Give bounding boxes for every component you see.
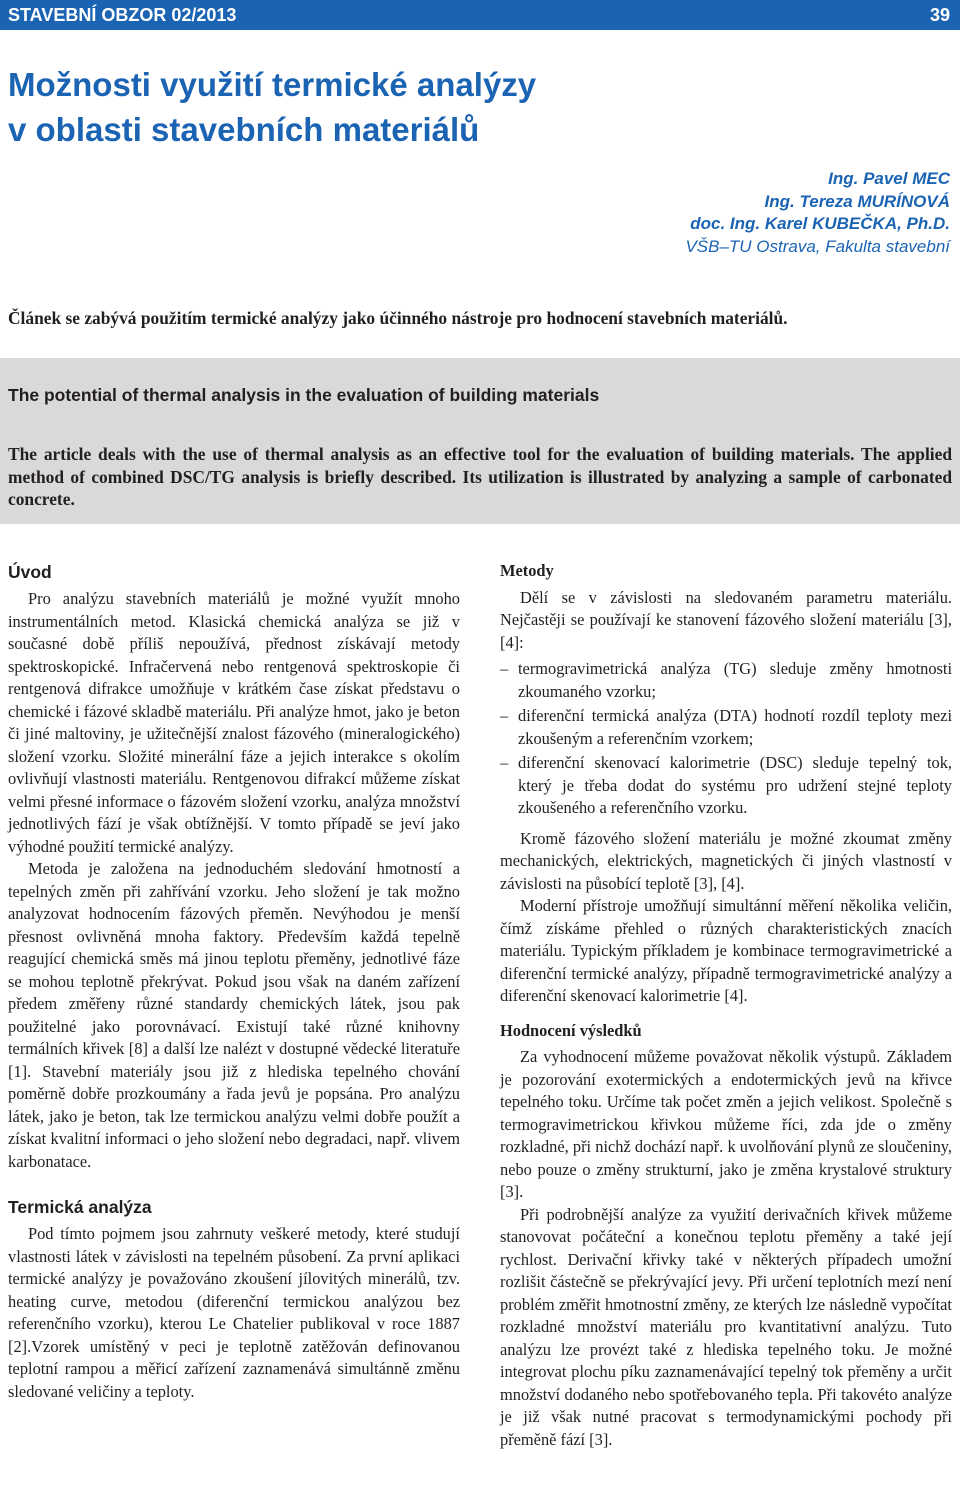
list-item: – diferenční skenovací kalorimetrie (DSC) sleduje tepelný tok, který je třeba dodat do systému pro udržení stejné teploty zkoušeného a referenčního vzorku.	[500, 752, 952, 820]
section-heading-termicka-analyza: Termická analýza	[8, 1197, 152, 1217]
paragraph: Za vyhodnocení můžeme považovat několik výstupů. Základem je pozorování exotermických a endotermických jevů na křivce tepelného toku. Určíme tak počet změn a jejich velikost. Společně s termogravimetrickou křivkou můžeme říci, zda jde o změny rozkladné, při nichž dochází např. k uvolňování plynů ze sloučeniny, nebo pouze o změny strukturní, jako je změna krystalové struktury [3].	[500, 1047, 952, 1201]
title-line-2: v oblasti stavebních materiálů	[8, 111, 480, 148]
list-item: – termogravimetrická analýza (TG) sleduje změny hmotnosti zkoumaného vzorku;	[500, 658, 952, 703]
author-3: doc. Ing. Karel KUBEČKA, Ph.D.	[690, 214, 950, 233]
english-title: The potential of thermal analysis in the evaluation of building materials	[8, 385, 600, 405]
methods-list	[500, 658, 952, 820]
paragraph: Dělí se v závislosti na sledovaném parametru materiálu. Nejčastěji se používají ke stanovení fázového složení materiálu [3], [4]:	[500, 587, 952, 652]
affiliation: VŠB–TU Ostrava, Fakulta stavební	[685, 236, 950, 256]
paragraph: Metoda je založena na jednoduchém sledování hmotností a tepelných změn při zahřívání vzorku. Jeho složení je tak možno analyzovat hodnocením fázových přeměn. Nevýhodou je menší přesnost ovlivněná mnoha faktory. Především každá tepelně reagující chemická směs má jinou teplotu přeměny, jednotlivé fáze se mohou teplotně překrývat. Pokud jsou však na daném zařízení předem změřeny různé standardy chemických látek, jsou pak použitelné jako porovnávací. Existují také různé knihovny termálních křivek [8] a další lze nalézt v dostupné vědecké literatuře [1]. Stavební materiály jsou již z hlediska tepelného chování poměrně dobře prozkoumány a řada jevů je popsána. Pro analýzu látek, jako je beton, tak lze termickou analýzu velmi dobře použít a získat kvalitní informaci o jeho složení nebo degradaci, např. vlivem karbonatace.	[8, 859, 460, 1171]
left-column	[8, 560, 460, 1403]
author-2: Ing. Tereza MURÍNOVÁ	[764, 191, 950, 211]
paragraph: Při podrobnější analýze za využití derivačních křivek můžeme stanovovat počáteční a konečnou teplotu přeměny a také její rychlost. Derivační křivky také v některých případech umožní rozlišit částečně se překrývající jevy. Při určení teplotních mezí není problém změřit hmotnostní změny, ze kterých lze následně vypočítat rozkladné množství materiálu pro kvantitativní analýzu. Tuto analýzu lze provézt také z hlediska tepelného toku. Je možné integrovat plochu píku zaznamenávající tepelný tok přeměny a určit množství dodaného nebo spotřebovaného tepla. Při takovéto analýze je již však nutné pracovat s termodynamickými pochody při přeměně fází [3].	[500, 1204, 952, 1449]
section-heading-uvod: Úvod	[8, 562, 52, 582]
paragraph: Kromě fázového složení materiálu je možné zkoumat změny mechanických, elektrických, magnetických či jiných vlastností v závislosti na působící teplotě [3], [4].	[500, 828, 952, 893]
article-title	[8, 62, 948, 152]
title-line-1: Možnosti využití termické analýzy	[8, 66, 537, 103]
page-number: 39	[929, 5, 950, 25]
list-item: – diferenční termická analýza (DTA) hodnotí rozdíl teploty mezi zkoušeným a referenčním vzorkem;	[500, 705, 952, 750]
paragraph: Moderní přístroje umožňují simultánní měření několika veličin, čímž získáme přehled o různých charakteristických znacích materiálu. Typickým příkladem je kombinace termogravimetrické a diferenční termické analýzy, případně termogravimetrické analýzy a diferenční skenovací kalorimetrie [4].	[500, 896, 952, 1005]
section-heading-hodnoceni-vysledku: Hodnocení výsledků	[500, 1020, 642, 1040]
author-1: Ing. Pavel MEC	[828, 169, 950, 188]
section-heading-metody: Metody	[500, 561, 554, 580]
journal-header-bar	[0, 0, 960, 30]
right-column	[500, 560, 952, 1451]
journal-name: STAVEBNÍ OBZOR 02/2013	[8, 5, 237, 25]
author-block	[685, 168, 950, 258]
paragraph: Pod tímto pojmem jsou zahrnuty veškeré metody, které studují vlastnosti látek v závislosti na tepelném působení. Za první aplikaci termické analýzy je považováno zkoušení jílovitých minerálů, tzv. heating curve, metodou (diferenční termickou analýzou bez referenčního vzorku), kterou Le Chatelier publikoval v roce 1887 [2].Vzorek umístěný v peci je teplotně zatěžován definovanou teplotní rampou a měřicí zařízení zaznamenává simultánně změnu sledované veličiny a teploty.	[8, 1224, 460, 1401]
paragraph: Pro analýzu stavebních materiálů je možné využít mnoho instrumentálních metod. Klasická chemická analýza se již v současné době příliš nepoužívá, přednost získávají metody spektroskopické. Infračervená nebo rentgenová spektroskopie či rentgenová difrakce umožňuje v krátkém čase získat představu o chemické i fázové skladbě materiálu. Při analýze hmot, jako je beton či jiné maltoviny, je užitečnější znalost fázového (mineralogického) složení vzorku. Složité minerální fáze a jejich interakce s okolím ovlivňují vlastnosti materiálu. Rentgenovou difrakcí můžeme získat velmi přesné informace o fázovém složení vzorku, analýza množství jednotlivých fází je však obtížnější. V tomto případě se jeví jako výhodné použití termické analýzy.	[8, 589, 460, 856]
abstract-czech: Článek se zabývá použitím termické analýzy jako účinného nástroje pro hodnocení stavebních materiálů.	[8, 308, 788, 328]
abstract-english: The article deals with the use of thermal analysis as an effective tool for the evaluation of building materials. The applied method of combined DSC/TG analysis is briefly described. Its utilization is illustrated by analyzing a sample of carbonated concrete.	[8, 444, 952, 509]
